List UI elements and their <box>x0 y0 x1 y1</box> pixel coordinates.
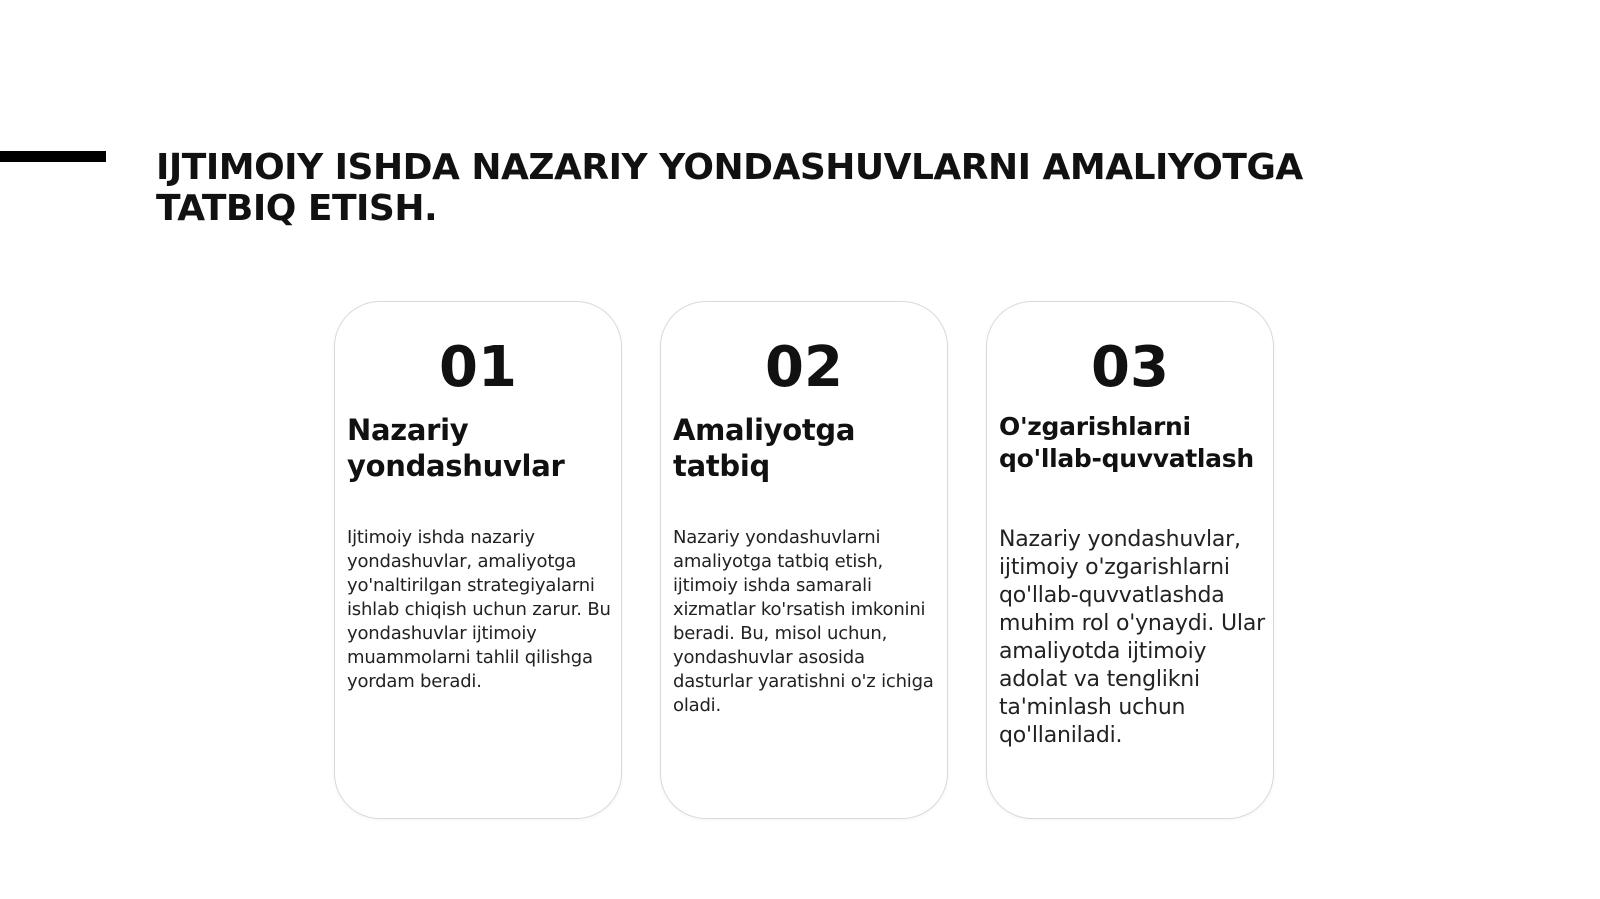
card-nazariy-yondashuvlar <box>334 301 622 819</box>
card-ozgarishlarni-qollab-quvvatlash <box>986 301 1274 819</box>
card-amaliyotga-tatbiq <box>660 301 948 819</box>
card-number: 01 <box>439 335 517 400</box>
title-accent-bar <box>0 151 106 162</box>
card-heading: Nazariy yondashuvlar <box>347 413 565 483</box>
card-number: 03 <box>1091 335 1169 400</box>
page-title: IJTIMOIY ISHDA NAZARIY YONDASHUVLARNI AMALIYOTGA TATBIQ ETISH. <box>156 147 1303 229</box>
card-body-text: Ijtimoiy ishda nazariy yondashuvlar, amaliyotga yo'naltirilgan strategiyalarni ishlab chiqish uchun zarur. Bu yondashuvlar ijtimoiy muammolarni tahlil qilishga yordam beradi. <box>347 527 611 692</box>
card-body-text: Nazariy yondashuvlar, ijtimoiy o'zgarishlarni qo'llab-quvvatlashda muhim rol o'ynaydi. Ular amaliyotda ijtimoiy adolat va tenglikni ta'minlash uchun qo'llaniladi. <box>999 527 1265 748</box>
card-heading: Amaliyotga tatbiq <box>673 413 856 483</box>
card-body-text: Nazariy yondashuvlarni amaliyotga tatbiq etish, ijtimoiy ishda samarali xizmatlar ko'rsatish imkonini beradi. Bu, misol uchun, yondashuvlar asosida dasturlar yaratishni o'z ichiga oladi. <box>673 527 934 716</box>
card-number: 02 <box>765 335 843 400</box>
card-heading: O'zgarishlarni qo'llab-quvvatlash <box>999 412 1254 473</box>
